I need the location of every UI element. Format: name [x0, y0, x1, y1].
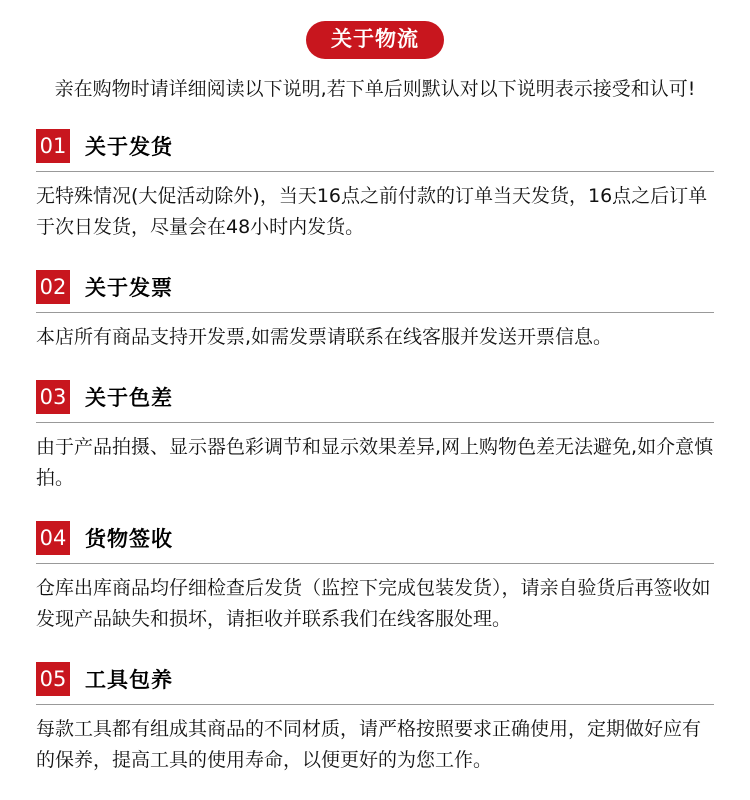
section-body-text: 仓库出库商品均仔细检查后发货（监控下完成包装发货），请亲自验货后再签收如发现产品缺失和损坏，请拒收并联系我们在线客服处理。	[36, 576, 711, 630]
section-title: 货物签收	[85, 526, 173, 551]
section-divider	[36, 704, 714, 705]
section-title: 关于发票	[85, 275, 173, 300]
section-header	[36, 662, 714, 696]
section-header	[36, 521, 714, 555]
section-header	[36, 270, 714, 304]
section-invoice	[36, 270, 714, 353]
section-number-badge: 05	[36, 662, 70, 696]
section-body-text: 无特殊情况(大促活动除外)，当天16点之前付款的订单当天发货，16点之后订单于次日发货，尽量会在48小时内发货。	[36, 184, 708, 238]
section-shipping	[36, 129, 714, 243]
section-number-badge: 03	[36, 380, 70, 414]
section-header	[36, 380, 714, 414]
purchase-notice-text: 亲在购物时请详细阅读以下说明,若下单后则默认对以下说明表示接受和认可!	[54, 78, 696, 100]
section-number-badge: 04	[36, 521, 70, 555]
section-divider	[36, 171, 714, 172]
section-divider	[36, 563, 714, 564]
section-header	[36, 129, 714, 163]
section-body-text: 每款工具都有组成其商品的不同材质，请严格按照要求正确使用，定期做好应有的保养，提高工具的使用寿命，以便更好的为您工作。	[36, 717, 702, 771]
section-number-badge: 02	[36, 270, 70, 304]
logistics-header-badge: 关于物流	[306, 21, 444, 59]
section-body-text: 由于产品拍摄、显示器色彩调节和显示效果差异,网上购物色差无法避免,如介意慎拍。	[36, 435, 714, 489]
section-body-text: 本店所有商品支持开发票,如需发票请联系在线客服并发送开票信息。	[36, 325, 613, 348]
section-goods-receipt	[36, 521, 714, 635]
section-title: 关于色差	[85, 385, 173, 410]
section-divider	[36, 422, 714, 423]
section-title: 工具包养	[85, 667, 173, 692]
section-tool-maintenance	[36, 662, 714, 776]
section-title: 关于发货	[85, 134, 173, 159]
section-number-badge: 01	[36, 129, 70, 163]
section-divider	[36, 312, 714, 313]
section-color-difference	[36, 380, 714, 494]
